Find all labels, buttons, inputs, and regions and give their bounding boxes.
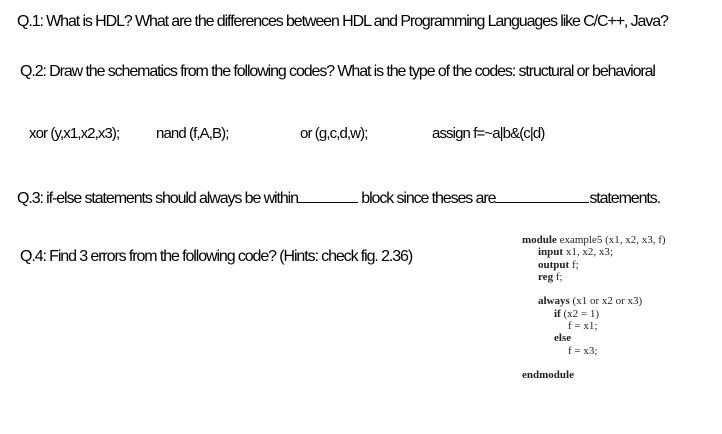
question-2: Q.2: Draw the schematics from the following codes? What is the type of the codes: structural or behavioral [20,63,655,80]
code-line-blank [522,283,712,295]
code-line-if: if (x2 = 1) [554,307,600,320]
code-line-always: always (x1 or x2 or x3) [538,295,643,308]
code-line-f-x1: f = x1; [568,320,598,333]
code-line-endmodule: endmodule [522,369,574,382]
question-4: Q.4: Find 3 errors from the following code? (Hints: check fig. 2.36) [20,248,413,265]
code-nand: nand (f,A,B); [156,125,229,142]
code-line-module: module example5 (x1, x2, x3, f) [522,234,666,246]
code-line-input: input x1, x2, x3; [538,246,613,259]
answer-blank-1[interactable] [298,188,358,203]
verilog-code-block [522,234,712,382]
answer-blank-2[interactable] [495,188,589,203]
question-3-part-3: statements. [589,190,660,207]
code-or: or (g,c,d,w); [300,125,368,142]
question-3-part-2: block since theses are [361,190,496,207]
question-1: Q.1: What is HDL? What are the differences between HDL and Programming Languages like C/C++, Java? [17,13,668,30]
code-xor: xor (y,x1,x2,x3); [29,125,120,142]
question-3 [17,188,660,208]
code-line-output: output f; [538,258,579,271]
code-line-f-x3: f = x3; [568,344,598,357]
code-line-blank-2 [522,357,712,369]
code-assign: assign f=~a|b&(c|d) [432,125,545,142]
code-line-else: else [554,332,572,345]
question-3-part-1: Q.3: if-else statements should always be within [17,190,298,207]
code-line-reg: reg f; [538,270,563,283]
